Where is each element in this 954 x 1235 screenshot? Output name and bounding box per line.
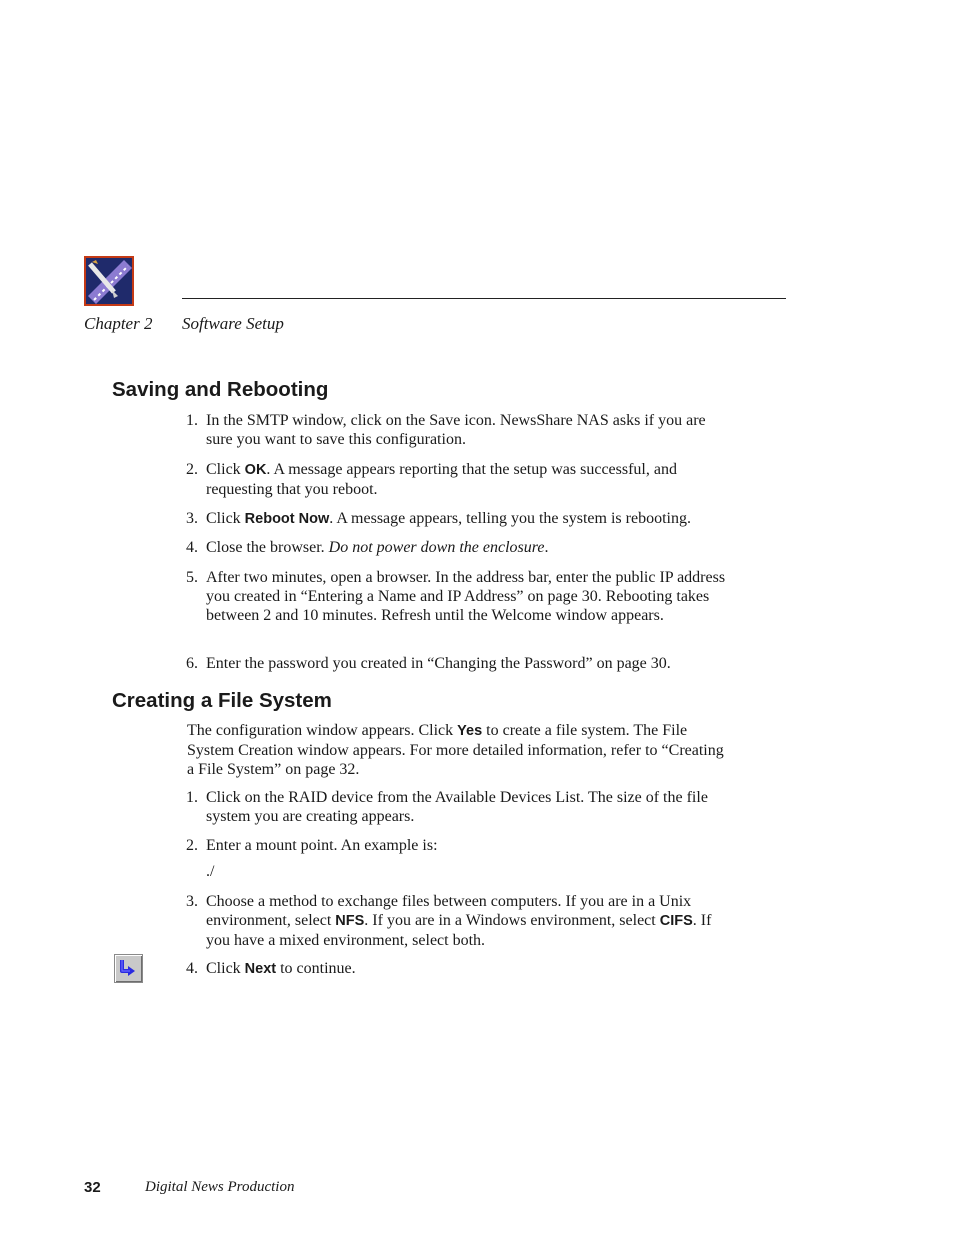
mount-point-example: ./ (206, 863, 215, 880)
step-text: In the SMTP window, click on the Save icon. NewsShare NAS asks if you are sure you want to save this configuration. (206, 412, 706, 448)
list-item (186, 460, 731, 499)
page-number: 32 (84, 1179, 101, 1196)
chapter-number: Chapter 2 (84, 314, 153, 333)
list-item (186, 509, 731, 529)
list-item (186, 568, 731, 625)
ok-button-label: OK (244, 462, 267, 478)
step-number: 1. (186, 412, 198, 429)
section-heading-saving: Saving and Rebooting (112, 378, 329, 401)
step-number: 6. (186, 655, 198, 672)
list-item (186, 788, 731, 826)
step-number: 3. (186, 893, 198, 910)
step-text: Click on the RAID device from the Available Devices List. The size of the file system you are creating appears. (206, 789, 708, 825)
list-item (186, 538, 731, 557)
header-rule (182, 298, 786, 299)
chapter-logo-icon (84, 256, 134, 306)
list-item (186, 411, 731, 449)
list-item (186, 959, 731, 979)
step-number: 4. (186, 539, 198, 556)
chapter-title: Software Setup (182, 314, 284, 333)
step-number: 5. (186, 569, 198, 586)
step-text: Choose a method to exchange files between computers. If you are in a Unix environment, select NFS. If you are in a Windows environment, select CIFS. If you have a mixed environment, select both. (206, 893, 712, 949)
step-number: 2. (186, 461, 198, 478)
step-text: Click Next to continue. (206, 960, 356, 977)
next-arrow-icon (114, 954, 143, 983)
step-text: Close the browser. Do not power down the enclosure. (206, 539, 549, 556)
step-text: Click Reboot Now. A message appears, telling you the system is rebooting. (206, 510, 691, 527)
list-item (186, 892, 731, 950)
yes-button-label: Yes (457, 723, 483, 739)
list-item (186, 836, 731, 855)
list-item (186, 654, 731, 673)
step-number: 2. (186, 837, 198, 854)
step-number: 4. (186, 960, 198, 977)
reboot-now-button-label: Reboot Now (244, 511, 330, 527)
step-text: After two minutes, open a browser. In the address bar, enter the public IP address you created in “Entering a Name and IP Address” on page 30. Rebooting takes between 2 and 10 minutes. Refresh until the Welcome window appears. (206, 569, 726, 624)
step-number: 3. (186, 510, 198, 527)
step-text: Click OK. A message appears reporting that the setup was successful, and requesting that you reboot. (206, 461, 677, 498)
section-heading-creating: Creating a File System (112, 689, 332, 712)
nfs-option-label: NFS (335, 913, 365, 929)
step-text: Enter a mount point. An example is: (206, 837, 438, 854)
next-button-label: Next (244, 961, 277, 977)
intro-paragraph: The configuration window appears. Click Yes to create a file system. The File System Creation window appears. For more detailed information, refer to “Creating a File System” on page 32. (187, 722, 724, 778)
chapter-header (84, 314, 284, 334)
book-title: Digital News Production (145, 1179, 295, 1195)
warning-text: Do not power down the enclosure (328, 539, 545, 556)
cifs-option-label: CIFS (659, 913, 693, 929)
step-text: Enter the password you created in “Changing the Password” on page 30. (206, 655, 671, 672)
step-number: 1. (186, 789, 198, 806)
